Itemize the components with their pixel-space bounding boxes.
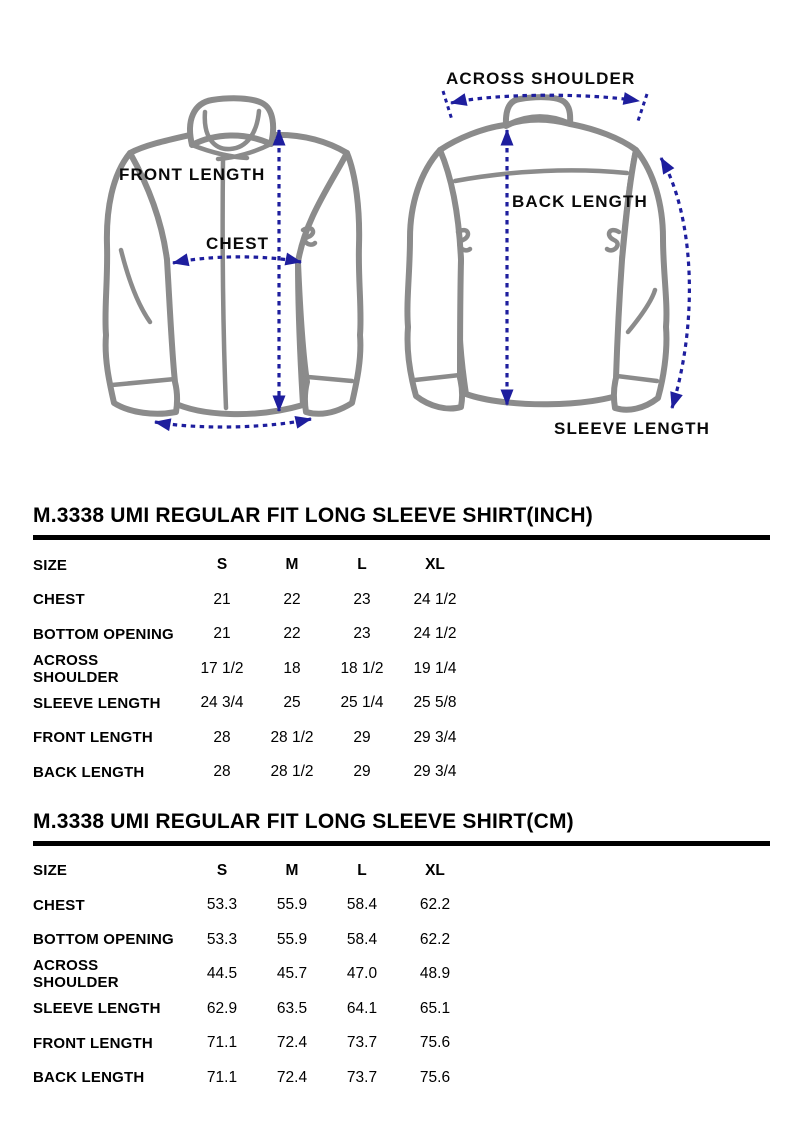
- table-row: [33, 992, 770, 1027]
- measurement-value: 45.7: [276, 965, 308, 983]
- table-row: [33, 1026, 770, 1061]
- measurement-value: 22: [283, 590, 301, 608]
- measurement-value: 18: [283, 659, 301, 677]
- measurement-diagram: [0, 0, 801, 492]
- shirt-front-drawing: [105, 98, 360, 414]
- shirt-back-drawing: [407, 97, 666, 410]
- measurement-value: 62.2: [419, 930, 451, 948]
- table-row: [33, 755, 770, 790]
- size-header-label: SIZE: [33, 556, 68, 574]
- inch-title-underline: [33, 535, 770, 540]
- measurement-value: 29 3/4: [413, 763, 457, 781]
- size-table-header-row: [33, 854, 770, 889]
- measurement-value: 48.9: [419, 965, 451, 983]
- across-shoulder-right-tick: [638, 94, 647, 121]
- across-shoulder-label: ACROSS SHOULDER: [446, 69, 636, 88]
- measurement-label: FRONT LENGTH: [33, 1034, 153, 1052]
- measurement-value: 73.7: [346, 1034, 378, 1052]
- measurement-value: 23: [353, 590, 371, 608]
- measurement-value: 24 1/2: [413, 590, 457, 608]
- measurement-label: CHEST: [33, 896, 85, 914]
- measurement-value: 24 1/2: [413, 625, 457, 643]
- back-left-sleeve: [407, 150, 462, 409]
- table-row: [33, 617, 770, 652]
- size-column-header: M: [285, 861, 299, 879]
- measurement-label: CHEST: [33, 591, 85, 609]
- measurement-value: 29 3/4: [413, 728, 457, 746]
- measurement-value: 58.4: [346, 896, 378, 914]
- measurement-value: 75.6: [419, 1068, 451, 1086]
- measurement-value: 64.1: [346, 999, 378, 1017]
- measurement-value: 21: [213, 625, 231, 643]
- measurement-label: BACK LENGTH: [33, 763, 145, 781]
- size-column-header: M: [285, 556, 299, 574]
- measurement-value: 28: [213, 763, 231, 781]
- measurement-value: 29: [353, 763, 371, 781]
- measurement-value: 63.5: [276, 999, 308, 1017]
- measurement-value: 25: [283, 694, 301, 712]
- size-column-header: S: [216, 861, 228, 879]
- size-header-label: SIZE: [33, 862, 68, 880]
- measurement-value: 28: [213, 728, 231, 746]
- measurement-value: 53.3: [206, 896, 238, 914]
- measurement-value: 19 1/4: [413, 659, 457, 677]
- measurement-label: SLEEVE LENGTH: [33, 1000, 161, 1018]
- measurement-value: 71.1: [206, 1034, 238, 1052]
- cm-size-table: [33, 854, 770, 1096]
- bottom-opening-arrow: [155, 419, 311, 427]
- inch-table-section: [33, 504, 770, 790]
- table-row: [33, 583, 770, 618]
- measurement-value: 55.9: [276, 930, 308, 948]
- table-row: [33, 957, 770, 992]
- measurement-value: 65.1: [419, 999, 451, 1017]
- measurement-value: 23: [353, 625, 371, 643]
- back-body-outline: [440, 120, 636, 405]
- measurement-value: 28 1/2: [270, 763, 314, 781]
- measurement-value: 72.4: [276, 1034, 308, 1052]
- sleeve-length-label: SLEEVE LENGTH: [554, 419, 710, 438]
- measurement-value: 62.2: [419, 896, 451, 914]
- size-column-header: XL: [425, 861, 445, 879]
- measurement-value: 55.9: [276, 896, 308, 914]
- measurement-label: ACROSS SHOULDER: [33, 957, 119, 992]
- measurement-label: BOTTOM OPENING: [33, 625, 174, 643]
- measurement-value: 29: [353, 728, 371, 746]
- across-shoulder-left-tick: [443, 91, 452, 120]
- inch-size-table: [33, 548, 770, 790]
- table-row: [33, 652, 770, 687]
- measurement-value: 22: [283, 625, 301, 643]
- measurement-label: ACROSS SHOULDER: [33, 651, 119, 686]
- measurement-value: 24 3/4: [200, 694, 244, 712]
- front-collar-outer: [190, 98, 273, 145]
- measurement-value: 75.6: [419, 1034, 451, 1052]
- size-column-header: L: [357, 861, 367, 879]
- size-table-header-row: [33, 548, 770, 583]
- inch-table-title: M.3338 UMI REGULAR FIT LONG SLEEVE SHIRT(INCH): [33, 504, 593, 527]
- cm-title-underline: [33, 841, 770, 846]
- measurement-value: 17 1/2: [200, 659, 244, 677]
- measurement-label: BACK LENGTH: [33, 1069, 145, 1087]
- measurement-value: 73.7: [346, 1068, 378, 1086]
- measurement-value: 21: [213, 590, 231, 608]
- measurement-value: 62.9: [206, 999, 238, 1017]
- measurement-value: 58.4: [346, 930, 378, 948]
- measurement-label: BOTTOM OPENING: [33, 931, 174, 949]
- chest-label: CHEST: [206, 234, 270, 253]
- measurement-value: 44.5: [206, 965, 238, 983]
- front-length-label: FRONT LENGTH: [119, 165, 266, 184]
- size-column-header: S: [216, 556, 228, 574]
- table-row: [33, 923, 770, 958]
- measurement-value: 25 1/4: [340, 694, 384, 712]
- measurement-value: 47.0: [346, 965, 378, 983]
- measurement-value: 18 1/2: [340, 659, 384, 677]
- measurement-value: 25 5/8: [413, 694, 457, 712]
- table-row: [33, 888, 770, 923]
- size-column-header: XL: [425, 556, 445, 574]
- table-row: [33, 1061, 770, 1096]
- table-row: [33, 721, 770, 756]
- cm-table-title: M.3338 UMI REGULAR FIT LONG SLEEVE SHIRT(CM): [33, 809, 574, 833]
- measurement-value: 53.3: [206, 930, 238, 948]
- measurement-value: 72.4: [276, 1068, 308, 1086]
- back-length-label: BACK LENGTH: [512, 192, 648, 211]
- measurement-value: 71.1: [206, 1068, 238, 1086]
- table-row: [33, 686, 770, 721]
- size-column-header: L: [357, 556, 367, 574]
- measurement-label: SLEEVE LENGTH: [33, 694, 161, 712]
- measurement-label: FRONT LENGTH: [33, 729, 153, 747]
- cm-table-section: [33, 810, 770, 1096]
- measurement-value: 28 1/2: [270, 728, 314, 746]
